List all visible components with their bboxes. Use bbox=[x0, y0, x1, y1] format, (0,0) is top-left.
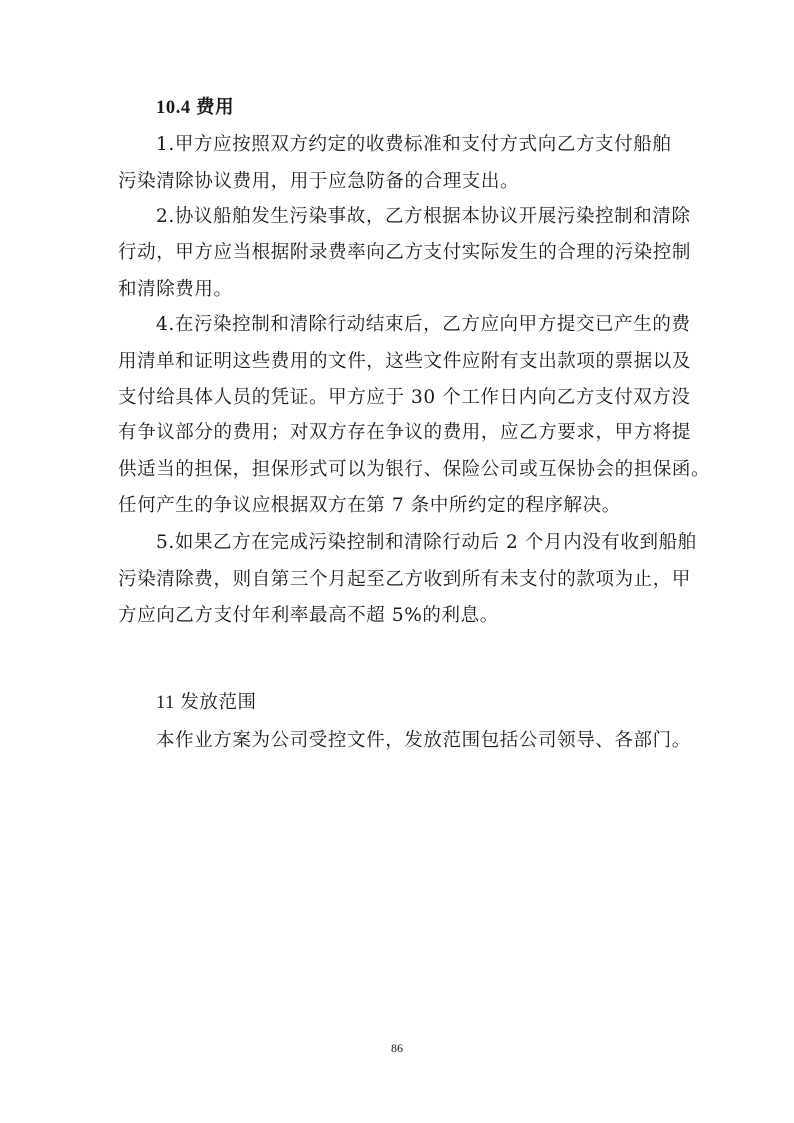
section-heading-11: 11 发放范围 bbox=[156, 693, 257, 713]
paragraph-line: 2.协议船舶发生污染事故，乙方根据本协议开展污染控制和清除 bbox=[156, 206, 691, 227]
paragraph-line: 1.甲方应按照双方约定的收费标准和支付方式向乙方支付船舶 bbox=[156, 134, 672, 155]
paragraph-line: 和清除费用。 bbox=[118, 279, 233, 300]
paragraph-line: 支付给具体人员的凭证。甲方应于 30 个工作日内向乙方支付双方没 bbox=[118, 387, 691, 408]
paragraph-line: 4.在污染控制和清除行动结束后，乙方应向甲方提交已产生的费 bbox=[156, 314, 691, 335]
page-number: 86 bbox=[391, 1041, 403, 1055]
paragraph-line: 供适当的担保，担保形式可以为银行、保险公司或互保协会的担保函。 bbox=[118, 459, 711, 480]
paragraph-line: 本作业方案为公司受控文件，发放范围包括公司领导、各部门。 bbox=[156, 730, 691, 751]
paragraph-line: 5.如果乙方在完成污染控制和清除行动后 2 个月内没有收到船舶 bbox=[156, 532, 697, 553]
section-heading-10-4: 10.4 费用 bbox=[156, 98, 235, 118]
paragraph-line: 方应向乙方支付年利率最高不超 5%的利息。 bbox=[118, 605, 499, 626]
paragraph-line: 任何产生的争议应根据双方在第 7 条中所约定的程序解决。 bbox=[118, 495, 621, 516]
paragraph-line: 污染清除费，则自第三个月起至乙方收到所有未支付的款项为止，甲 bbox=[118, 569, 692, 590]
paragraph-line: 有争议部分的费用；对双方存在争议的费用，应乙方要求，甲方将提 bbox=[118, 422, 692, 443]
paragraph-line: 污染清除协议费用，用于应急防备的合理支出。 bbox=[118, 171, 520, 192]
paragraph-line: 用清单和证明这些费用的文件，这些文件应附有支出款项的票据以及 bbox=[118, 351, 692, 372]
paragraph-line: 行动，甲方应当根据附录费率向乙方支付实际发生的合理的污染控制 bbox=[118, 242, 692, 263]
